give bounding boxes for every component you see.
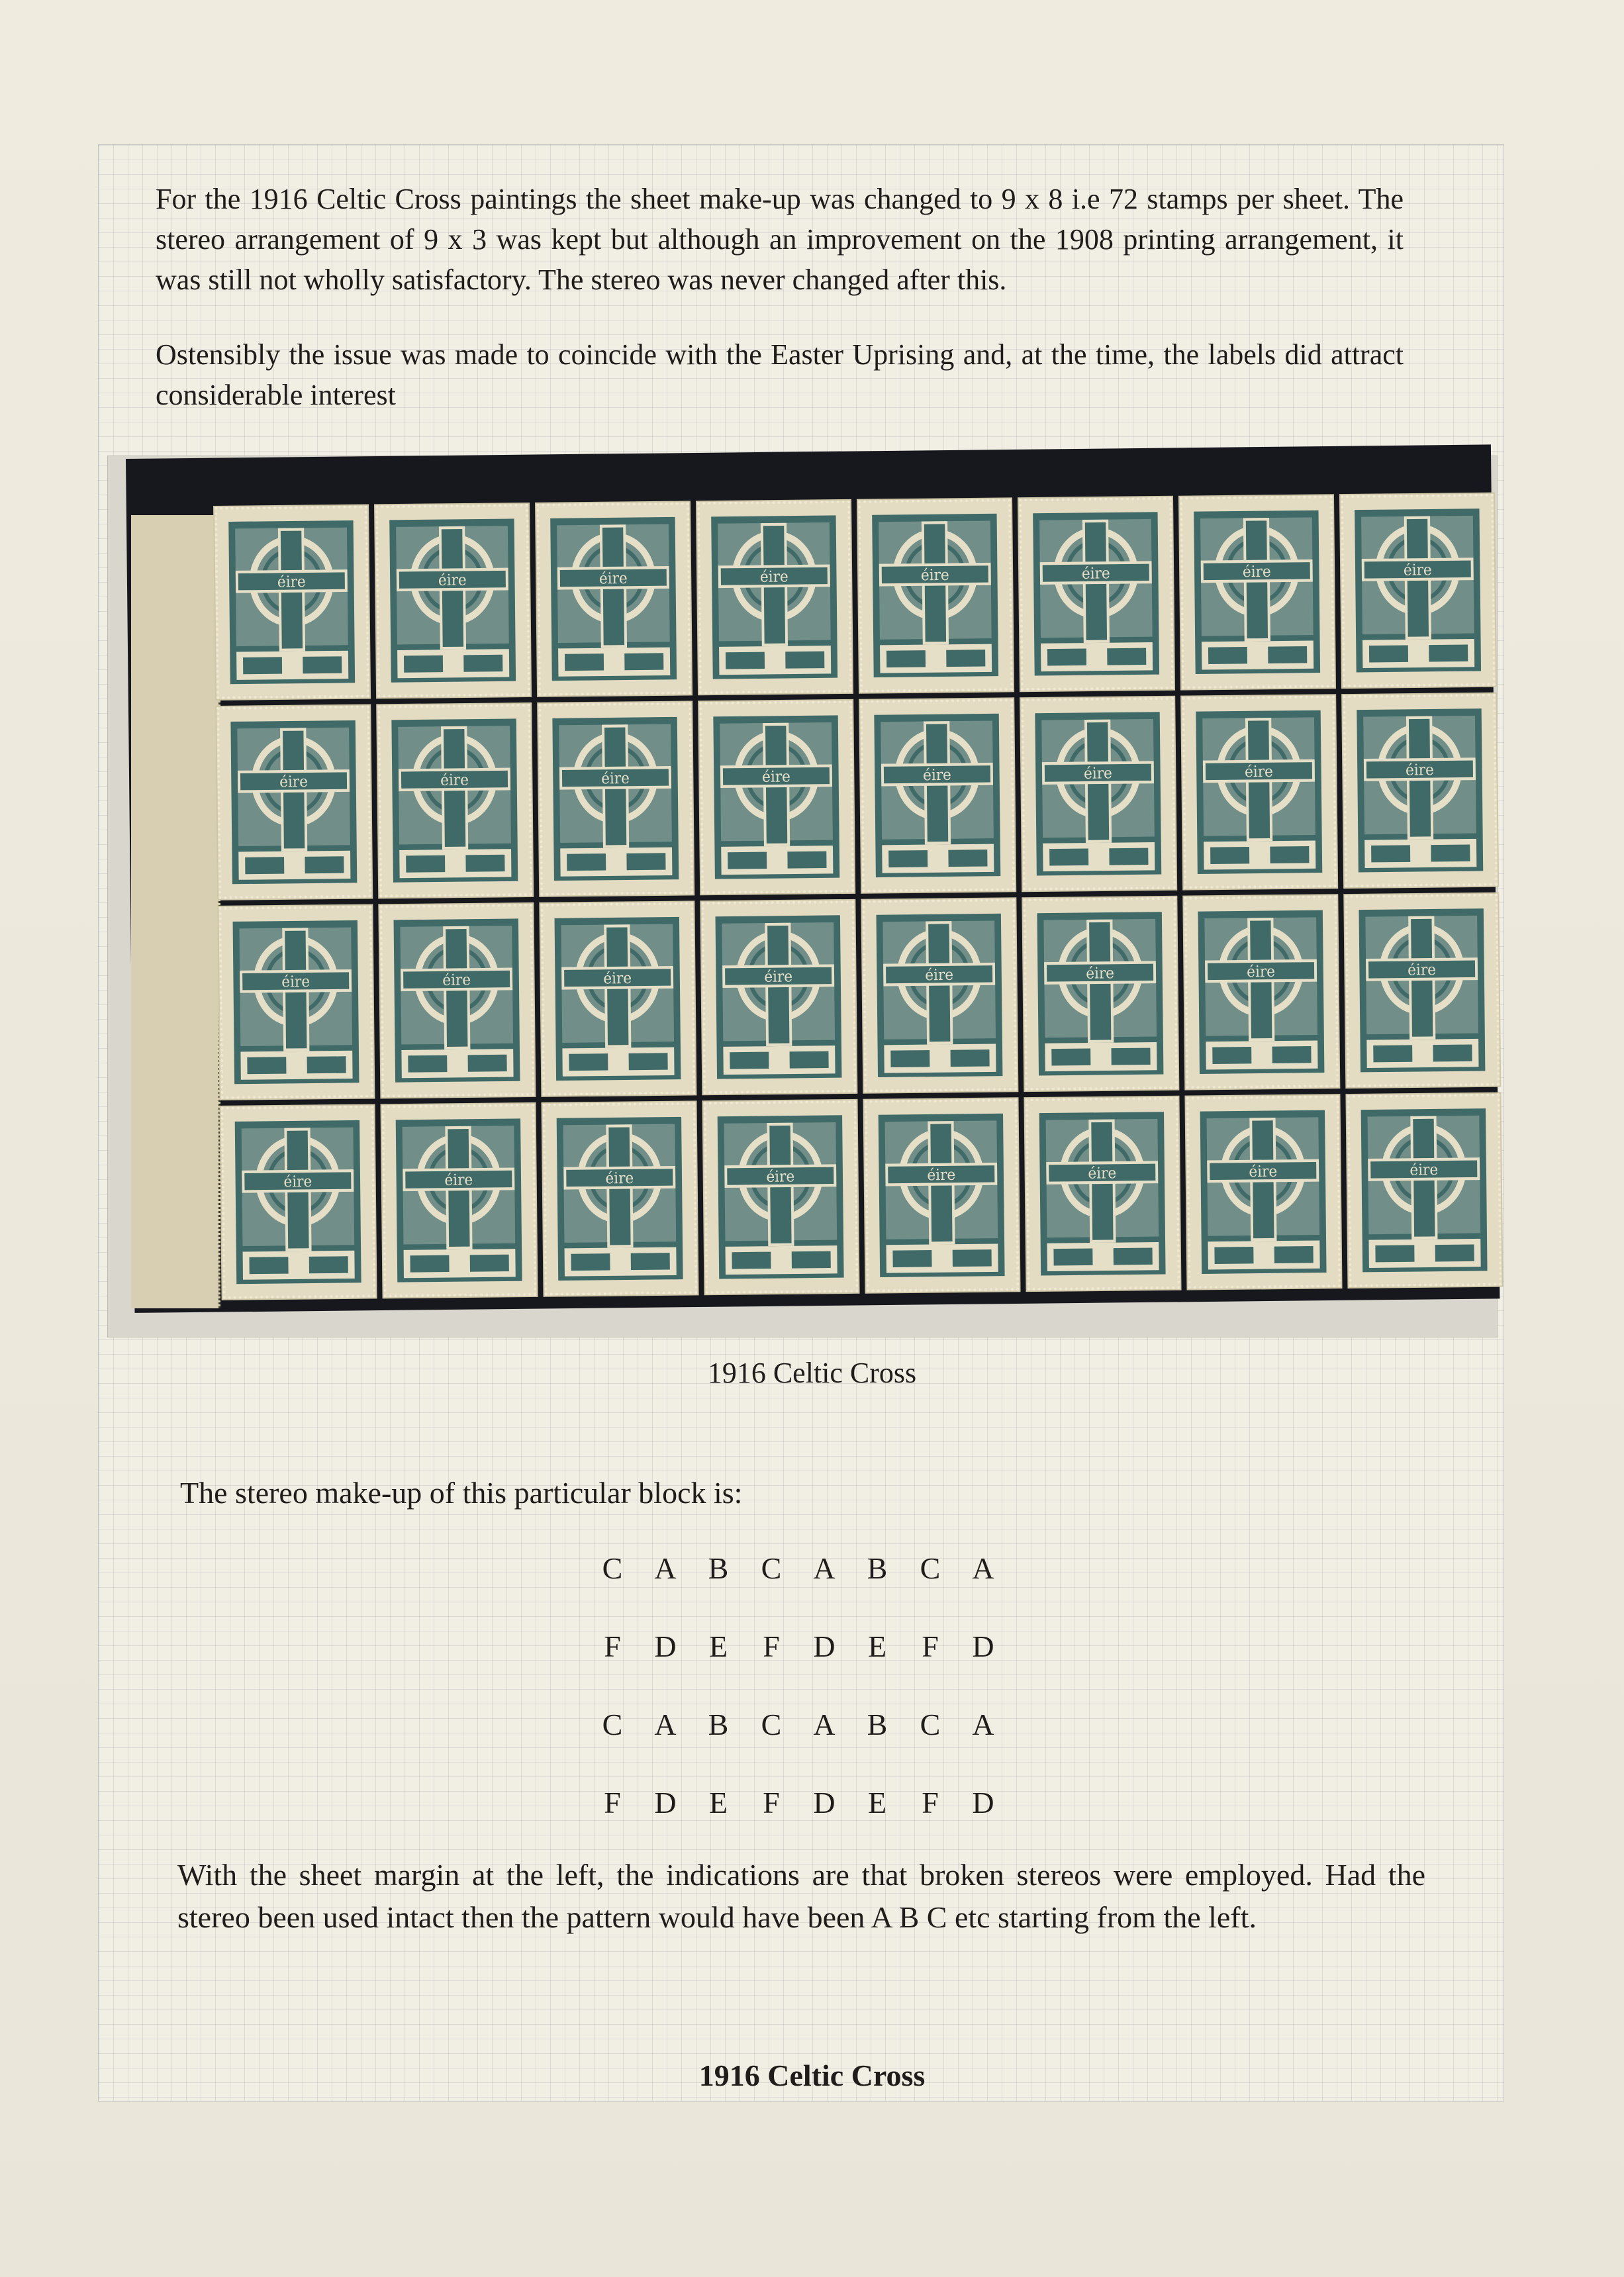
celtic-cross-stamp: [862, 898, 1017, 1092]
stereo-letter: C: [761, 1708, 782, 1741]
celtic-cross-stamp: [701, 900, 856, 1094]
stereo-letter: A: [654, 1708, 677, 1741]
celtic-cross-stamp: [1341, 494, 1496, 687]
stamp-label: éire: [1088, 1164, 1117, 1183]
stereo-letter: A: [813, 1551, 836, 1585]
conclusion-paragraph: With the sheet margin at the left, the indications are that broken stereos were employed. Had the stereo been used intact then the pattern would have been A B C etc starting from the left.: [177, 1858, 1425, 1934]
stereo-letter: B: [708, 1708, 729, 1741]
celtic-cross-stamp: [864, 1098, 1019, 1292]
stamp-block: [211, 490, 1506, 1303]
stereo-letter: A: [654, 1551, 677, 1585]
stamp-label: éire: [764, 967, 793, 987]
stereo-letter: C: [602, 1708, 623, 1741]
stereo-letter: B: [867, 1551, 888, 1585]
celtic-cross-icon: [389, 716, 521, 885]
celtic-cross-icon: [230, 918, 362, 1087]
stereo-letter: D: [654, 1629, 677, 1663]
stereo-letter: D: [813, 1786, 836, 1819]
celtic-cross-icon: [226, 518, 358, 687]
stamp-label: éire: [766, 1167, 795, 1187]
celtic-cross-icon: [1035, 909, 1167, 1079]
stamp-label: éire: [760, 567, 789, 587]
celtic-cross-stamp: [215, 506, 369, 699]
celtic-cross-icon: [876, 1111, 1008, 1281]
celtic-cross-stamp: [1021, 697, 1176, 891]
celtic-cross-icon: [548, 514, 680, 684]
celtic-cross-stamp: [379, 904, 534, 1097]
celtic-cross-icon: [1357, 906, 1488, 1075]
celtic-cross-icon: [1196, 907, 1327, 1077]
celtic-cross-icon: [870, 511, 1002, 681]
celtic-cross-icon: [872, 711, 1004, 881]
celtic-cross-stamp: [1345, 894, 1500, 1087]
stereo-letter: E: [867, 1629, 887, 1663]
stereo-letter: C: [761, 1551, 782, 1585]
stamp-label: éire: [281, 973, 310, 991]
celtic-cross-stamp: [1023, 897, 1178, 1090]
celtic-cross-stamp: [704, 1100, 859, 1294]
stereo-letter: C: [920, 1551, 941, 1585]
stamp-label: éire: [279, 773, 309, 791]
stereo-row: [586, 1785, 1010, 1820]
stamp-label: éire: [440, 771, 469, 790]
celtic-cross-stamp: [221, 1105, 376, 1298]
stereo-letter: D: [972, 1786, 994, 1819]
stereo-letter: B: [867, 1708, 888, 1741]
stereo-letter: A: [972, 1708, 994, 1741]
celtic-cross-icon: [709, 512, 841, 682]
stamp-label: éire: [1404, 561, 1433, 580]
celtic-cross-stamp: [1184, 895, 1339, 1089]
celtic-cross-icon: [391, 916, 523, 1085]
celtic-cross-stamp: [1186, 1095, 1341, 1288]
celtic-cross-stamp: [543, 1102, 698, 1295]
celtic-cross-icon: [387, 516, 519, 685]
intro-paragraph-2: Ostensibly the issue was made to coincide with the Easter Uprising and, at the time, the labels did attract considerable interest: [156, 338, 1404, 411]
stamp-label: éire: [1247, 963, 1276, 981]
stamp-label: éire: [1084, 764, 1113, 783]
stereo-letter: A: [813, 1708, 836, 1741]
stamp-label: éire: [1409, 1161, 1439, 1180]
celtic-cross-icon: [554, 1114, 686, 1284]
celtic-cross-icon: [1359, 1106, 1490, 1275]
stereo-letter: A: [972, 1551, 994, 1585]
stamp-label: éire: [605, 1169, 634, 1188]
stamp-label: éire: [277, 573, 307, 591]
celtic-cross-stamp: [1025, 1097, 1180, 1290]
celtic-cross-icon: [1355, 706, 1486, 875]
stereo-letter: D: [972, 1629, 994, 1663]
stereo-letter: F: [604, 1786, 621, 1819]
stereo-letter: C: [602, 1551, 623, 1585]
footer-title: 1916 Celtic Cross: [698, 2059, 926, 2092]
stereo-letter: F: [922, 1786, 939, 1819]
stereo-row: [586, 1551, 1010, 1586]
celtic-cross-stamp: [1180, 495, 1335, 689]
stereo-row: [586, 1629, 1010, 1664]
celtic-cross-icon: [1353, 506, 1484, 675]
stamp-label: éire: [444, 1171, 473, 1190]
stamp-label: éire: [283, 1173, 312, 1191]
celtic-cross-icon: [552, 914, 684, 1084]
stamp-label: éire: [1408, 961, 1437, 980]
celtic-cross-stamp: [697, 501, 852, 694]
celtic-cross-icon: [1033, 709, 1165, 879]
stamp-label: éire: [1249, 1163, 1278, 1181]
celtic-cross-stamp: [858, 499, 1013, 692]
stamp-label: éire: [1245, 763, 1274, 781]
photo-caption: 1916 Celtic Cross: [707, 1357, 917, 1389]
celtic-cross-stamp: [538, 702, 693, 895]
stereo-letter: D: [654, 1786, 677, 1819]
stamp-label: éire: [603, 969, 632, 988]
stereo-intro: The stereo make-up of this particular block is:: [180, 1476, 743, 1510]
stamp-label: éire: [762, 767, 791, 787]
stereo-letter: E: [708, 1786, 728, 1819]
celtic-cross-icon: [393, 1116, 525, 1285]
stamp-label: éire: [1243, 563, 1272, 581]
stamp-label: éire: [923, 766, 952, 785]
celtic-cross-stamp: [860, 699, 1015, 892]
celtic-cross-stamp: [1019, 497, 1174, 691]
celtic-cross-stamp: [1347, 1094, 1502, 1287]
intro-paragraph-1: For the 1916 Celtic Cross paintings the sheet make-up was changed to 9 x 8 i.e 72 stamps per sheet. The stereo arrangement of 9 x 3 was kept but although an improvement on the 1908 printing arrangement, it was still not wholly satisfactory. The stereo was never changed after this.: [156, 183, 1404, 296]
celtic-cross-icon: [1194, 708, 1325, 877]
stamp-label: éire: [921, 566, 950, 585]
stereo-row: [586, 1707, 1010, 1742]
stereo-letter: D: [813, 1629, 836, 1663]
celtic-cross-icon: [1031, 509, 1163, 679]
celtic-cross-icon: [713, 912, 845, 1082]
celtic-cross-stamp: [216, 706, 371, 899]
celtic-cross-icon: [1037, 1109, 1169, 1279]
celtic-cross-icon: [715, 1112, 847, 1282]
stereo-letter: E: [708, 1629, 728, 1663]
celtic-cross-icon: [874, 911, 1006, 1081]
stamp-label: éire: [925, 966, 954, 985]
celtic-cross-stamp: [377, 704, 532, 897]
stereo-letter: F: [763, 1786, 780, 1819]
stereo-letter: C: [920, 1708, 941, 1741]
stereo-letter: F: [604, 1629, 621, 1663]
stereo-letter: F: [922, 1629, 939, 1663]
stamp-label: éire: [438, 571, 467, 590]
stereo-letter: F: [763, 1629, 780, 1663]
sheet-margin: [131, 515, 220, 1308]
stamp-label: éire: [1086, 964, 1115, 983]
stamp-label: éire: [927, 1166, 956, 1185]
celtic-cross-stamp: [540, 902, 695, 1095]
celtic-cross-icon: [711, 712, 843, 882]
celtic-cross-icon: [232, 1118, 364, 1287]
celtic-cross-stamp: [218, 905, 373, 1098]
stamp-label: éire: [1082, 564, 1111, 583]
celtic-cross-stamp: [1182, 695, 1337, 889]
stamp-label: éire: [601, 769, 630, 788]
celtic-cross-icon: [1198, 1107, 1329, 1277]
celtic-cross-icon: [228, 718, 360, 887]
stamp-label: éire: [442, 971, 471, 990]
celtic-cross-stamp: [382, 1104, 537, 1297]
celtic-cross-stamp: [699, 701, 854, 894]
stamp-label: éire: [1406, 761, 1435, 780]
celtic-cross-stamp: [375, 504, 530, 697]
celtic-cross-stamp: [536, 502, 691, 695]
celtic-cross-icon: [1192, 508, 1323, 677]
celtic-cross-stamp: [1343, 694, 1498, 887]
stamp-label: éire: [599, 569, 628, 588]
celtic-cross-icon: [550, 714, 682, 884]
stereo-letter: E: [867, 1786, 887, 1819]
stereo-letter: B: [708, 1551, 729, 1585]
